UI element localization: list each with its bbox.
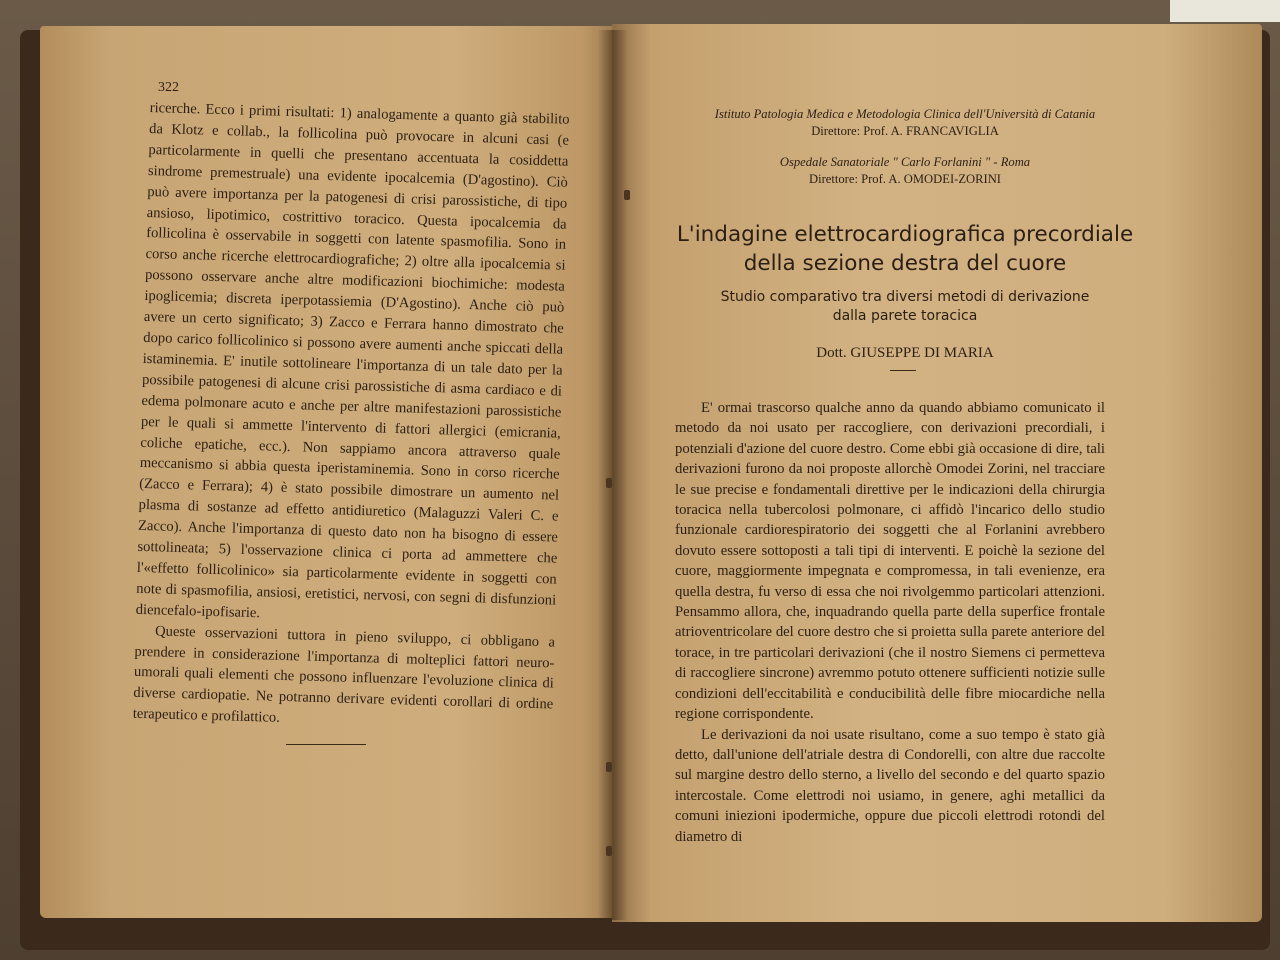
article-title — [660, 220, 1150, 278]
title-line: L'indagine elettrocardiografica precordiale — [676, 222, 1134, 247]
right-page-body — [675, 398, 1105, 847]
book-gutter — [598, 30, 628, 920]
author-divider — [890, 370, 916, 371]
background-paper — [1170, 0, 1280, 22]
paragraph: E' ormai trascorso qualche anno da quando abbiamo comunicato il metodo da noi usato per raccogliere, con derivazioni precordiali, i potenziali d'azione del cuore destro. Come ebbi già occasione di dire, tali derivazioni furono da noi proposte allorchè Omodei Zorini, nel tracciare le sue precise e fondamentali direttive per le indicazioni della chirurgia toracica nella tubercolosi polmonare, ci affidò l'incarico dello studio funzionale cardiorespiratorio dei soggetti che al Forlanini avrebbero dovuto essere sottoposti a tali tipi di interventi. E poichè la sezione del cuore, maggiormente impegnata e compromessa, in tali evenienze, era quella destra, fu verso di essa che noi rivolgemmo particolari attenzioni. Pensammo allora, che, inquadrando quella parte della superfice frontale atrioventricolare del cuore destro che si proietta sulla parete anteriore del torace, in tre particolari derivazioni (che il nostro Siemens ci permetteva di raccogliere sincrone) avremmo potuto ottenere sufficienti notizie sulle condizioni dell'eccitabilità e conducibilità delle fibre miocardiche nella regione corrispondente. — [675, 400, 1105, 723]
binding-stitch — [606, 478, 612, 488]
affiliation-block — [660, 106, 1150, 188]
author-name: Dott. GIUSEPPE DI MARIA — [816, 345, 994, 361]
subtitle-line: Studio comparativo tra diversi metodi di derivazione — [720, 289, 1090, 305]
binding-stitch — [624, 190, 630, 200]
left-page-body — [132, 98, 569, 737]
director-line: Direttore: Prof. A. OMODEI-ZORINI — [808, 172, 1002, 186]
institute-line: Istituto Patologia Medica e Metodologia Clinica dell'Università di Catania — [714, 107, 1096, 121]
section-divider — [286, 744, 366, 745]
paragraph: Le derivazioni da noi usate risultano, come a suo tempo è stato già detto, dall'unione dell'atriale destra di Condorelli, con altre due raccolte sul margine destro dello sterno, a livello del secondo e del quarto spazio intercostale. Come elettrodi noi usiamo, in genere, aghi metallici da comuni iniezioni ipodermiche, oppure due piccoli elettrodi rotondi del diametro di — [675, 726, 1105, 845]
subtitle-line: dalla parete toracica — [832, 308, 978, 324]
paragraph: Queste osservazioni tuttora in pieno sviluppo, ci obbligano a prendere in considerazione l'importanza di molteplici fattori neuro-umorali quali elementi che possono influenzare l'evoluzione clinica di diverse cardiopatie. Ne potranno derivare evidenti corollari di ordine terapeutico e profilattico. — [132, 623, 556, 727]
paragraph: ricerche. Ecco i primi risultati: 1) analogamente a quanto già stabilito da Klotz e collab., la follicolina può provocare in alcuni casi (e particolarmente in quelli che presentano accentuata la cosiddetta sindrome premestruale) una evidente ipocalcemia (D'agostino). Ciò può avere importanza per la patogenesi di crisi parossistiche, di tipo ansioso, lipotimico, costrittivo toracico. Questa ipocalcemia da follicolina è osservabile in soggetti con latente spasmofilia. Sono in corso anche ricerche elettrocardiografiche; 2) oltre alla ipocalcemia si possono osservare anche altre modificazioni biochimiche: modesta ipoglicemia; discreta iperpotassiemia (D'Agostino). Anche ciò può avere un certo significato; 3) Zacco e Ferrara hanno dimostrato che dopo carico follicolinico si possono avere aumenti anche spiccati della istaminemia. E' inutile sottolineare l'importanza di un tale dato per la possibile patogenesi di alcune crisi parossistiche di asma cardiaco e di edema polmonare acuto e anche per altre manifestazioni parossistiche per le quali si ammette l'intervento di fattori allergici (emicrania, coliche epatiche, ecc.). Non sappiamo ancora attraverso quale meccanismo si abbia questa iperistaminemia. Sono in corso ricerche (Zacco e Ferrara); 4) è stato possibile dimostrare un aumento nel plasma di sostanze ad effetto antidiuretico (Malaguzzi Valeri C. e Zacco). Anche l'importanza di questo dato non ha bisogno di essere sottolineata; 5) l'osservazione clinica ci porta ad ammettere che l'«effetto follicolinico» sia particolarmente evidente in soggetti con note di spasmofilia, ansiosi, eretistici, nervosi, con segni di disfunzioni diencefalo-ipofisarie. — [135, 99, 570, 622]
binding-stitch — [606, 846, 612, 856]
page-number: 322 — [158, 80, 179, 95]
title-line: della sezione destra del cuore — [743, 251, 1067, 276]
institute-line: Ospedale Sanatoriale " Carlo Forlanini " - Roma — [779, 155, 1031, 169]
binding-stitch — [606, 762, 612, 772]
article-subtitle — [660, 288, 1150, 326]
director-line: Direttore: Prof. A. FRANCAVIGLIA — [811, 124, 999, 138]
